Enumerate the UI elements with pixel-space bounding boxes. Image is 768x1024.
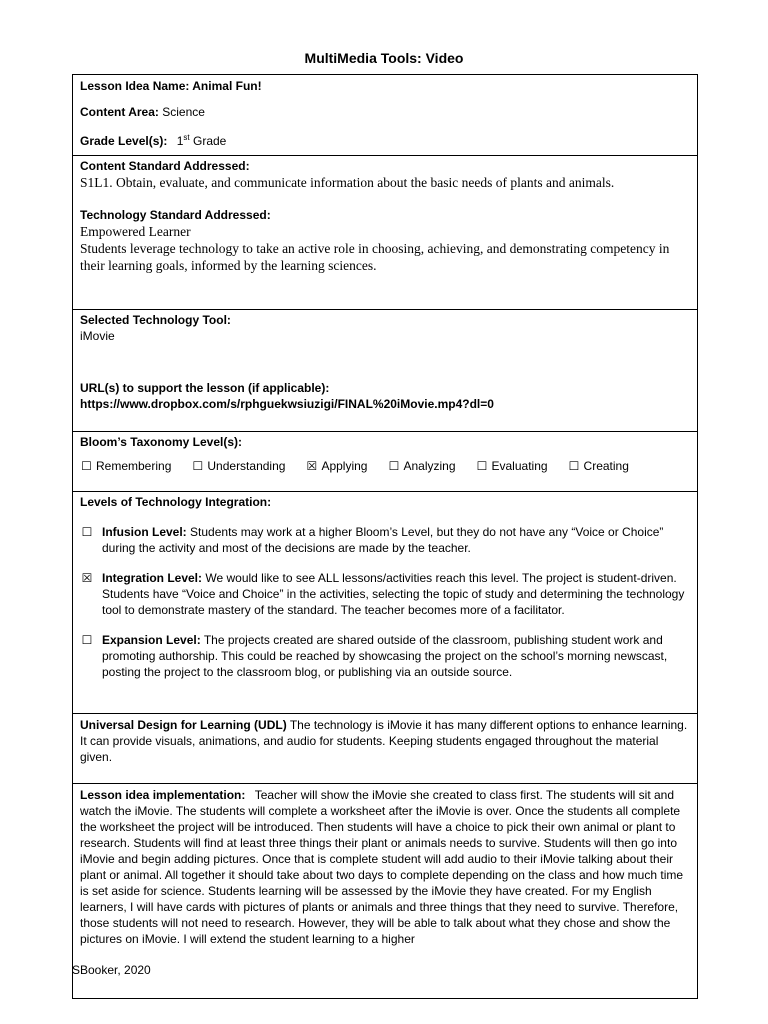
content-standard-label: Content Standard Addressed: (80, 159, 250, 173)
bloom-analyzing[interactable] (387, 458, 455, 474)
checkbox-icon[interactable]: ☐ (81, 525, 93, 539)
tool-cell (73, 310, 697, 432)
grade-number: 1 (176, 134, 184, 148)
level-name: Integration Level: (102, 571, 203, 585)
grade-level-label: Grade Level(s): (80, 134, 168, 148)
udl-text: The technology is iMovie it has many different options to enhance learning. It can provide visuals, animations, and audio for students. Keeping students engaged throughout the material given. (80, 718, 688, 764)
checkbox-icon[interactable]: ☐ (568, 459, 580, 473)
bloom-option-label: Analyzing (403, 459, 456, 473)
content-area-value: Science (162, 105, 205, 119)
bloom-option-label: Applying (321, 459, 368, 473)
implementation-text: Teacher will show the iMovie she created to class first. The students will sit and watch the iMovie. The students will complete a worksheet after the iMovie is over. Once the students all complete the worksheet the project will be introduced. Then students will have a choice to pick their own animal or plant to research. Students will find at least three things their plant or animals needs to survive. Students will then go into iMovie and begin adding pictures. Once that is complete student will add audio to their iMovie talking about their plant or animal. All together it should take about two days to complete depending on the class and how much time is set aside for science. Students learning will be assessed by the iMovie they have created. For my English learners, I will have cards with pictures of plants or animals and three things that they need to survive. Therefore, those students will not need to research. However, they will be able to talk about what they chose and show the pictures on iMovie. I will extend the student learning to a higher (80, 788, 684, 946)
bloom-option-label: Remembering (96, 459, 172, 473)
url-label: URL(s) to support the lesson (if applicable): (80, 381, 330, 395)
lesson-name-line (80, 78, 690, 94)
bloom-applying[interactable] (305, 458, 367, 474)
tech-standard-label: Technology Standard Addressed: (80, 208, 271, 222)
tech-standard-text: Students leverage technology to take an active role in choosing, achieving, and demonstrating competency in their learning goals, informed by the learning sciences. (80, 241, 670, 273)
checkbox-checked-icon[interactable]: ☒ (306, 459, 318, 473)
standards-cell (73, 156, 697, 310)
checkbox-icon[interactable]: ☐ (81, 633, 93, 647)
url-link[interactable]: https://www.dropbox.com/s/rphguekwsiuzigi/FINAL%20iMovie.mp4?dl=0 (80, 397, 494, 411)
tech-standard-name: Empowered Learner (80, 224, 191, 239)
bloom-option-label: Understanding (207, 459, 286, 473)
lesson-name-value: Animal Fun! (192, 79, 262, 93)
content-area-line (80, 104, 690, 120)
implementation-cell (73, 784, 697, 998)
level-description: Students may work at a higher Bloom’s Level, but they do not have any “Voice or Choice” during the activity and most of the decisions are made by the teacher. (102, 525, 664, 555)
bloom-remembering[interactable] (80, 458, 171, 474)
bloom-label: Bloom’s Taxonomy Level(s): (80, 435, 243, 449)
bloom-cell (73, 432, 697, 492)
bloom-understanding[interactable] (191, 458, 285, 474)
footer-author: SBooker, 2020 (72, 963, 151, 977)
grade-suffix: st (183, 133, 190, 142)
checkbox-icon[interactable]: ☐ (388, 459, 400, 473)
lesson-plan-table (72, 74, 698, 999)
level-description: We would like to see ALL lessons/activities reach this level. The project is student-driven. Students have “Voice and Choice” in the activities, selecting the topic of study and determining the technology tool to demonstrate mastery of the standard. The teacher becomes more of a facilitator. (102, 571, 685, 617)
level-description: The projects created are shared outside of the classroom, publishing student work and promoting authorship. This could be reached by showcasing the project on the school’s morning newscast, posting the project to the classroom blog, or publishing via an outside source. (102, 633, 668, 679)
tool-label: Selected Technology Tool: (80, 313, 231, 327)
checkbox-icon[interactable]: ☐ (192, 459, 204, 473)
level-name: Expansion Level: (102, 633, 201, 647)
implementation-label: Lesson idea implementation: (80, 788, 246, 802)
content-standard-text: S1L1. Obtain, evaluate, and communicate information about the basic needs of plants and animals. (80, 175, 615, 190)
checkbox-checked-icon[interactable]: ☒ (81, 571, 93, 585)
bloom-creating[interactable] (568, 458, 629, 474)
document-title: MultiMedia Tools: Video (304, 50, 464, 66)
bloom-option-label: Evaluating (491, 459, 548, 473)
grade-word: Grade (192, 134, 227, 148)
udl-cell (73, 714, 697, 784)
udl-label: Universal Design for Learning (UDL) (80, 718, 287, 732)
checkbox-icon[interactable]: ☐ (81, 459, 92, 473)
level-name: Infusion Level: (102, 525, 187, 539)
checkbox-icon[interactable]: ☐ (476, 459, 488, 473)
levels-cell (73, 492, 697, 714)
integration-level (80, 570, 690, 618)
bloom-option-label: Creating (583, 459, 629, 473)
grade-level-line (80, 130, 690, 149)
infusion-level (80, 524, 690, 556)
bloom-options (80, 458, 690, 474)
content-area-label: Content Area: (80, 105, 159, 119)
levels-label: Levels of Technology Integration: (80, 495, 272, 509)
tool-value: iMovie (80, 329, 115, 343)
expansion-level (80, 632, 690, 680)
lesson-header-cell (73, 75, 697, 156)
lesson-name-label: Lesson Idea Name: (80, 79, 190, 93)
bloom-evaluating[interactable] (476, 458, 548, 474)
